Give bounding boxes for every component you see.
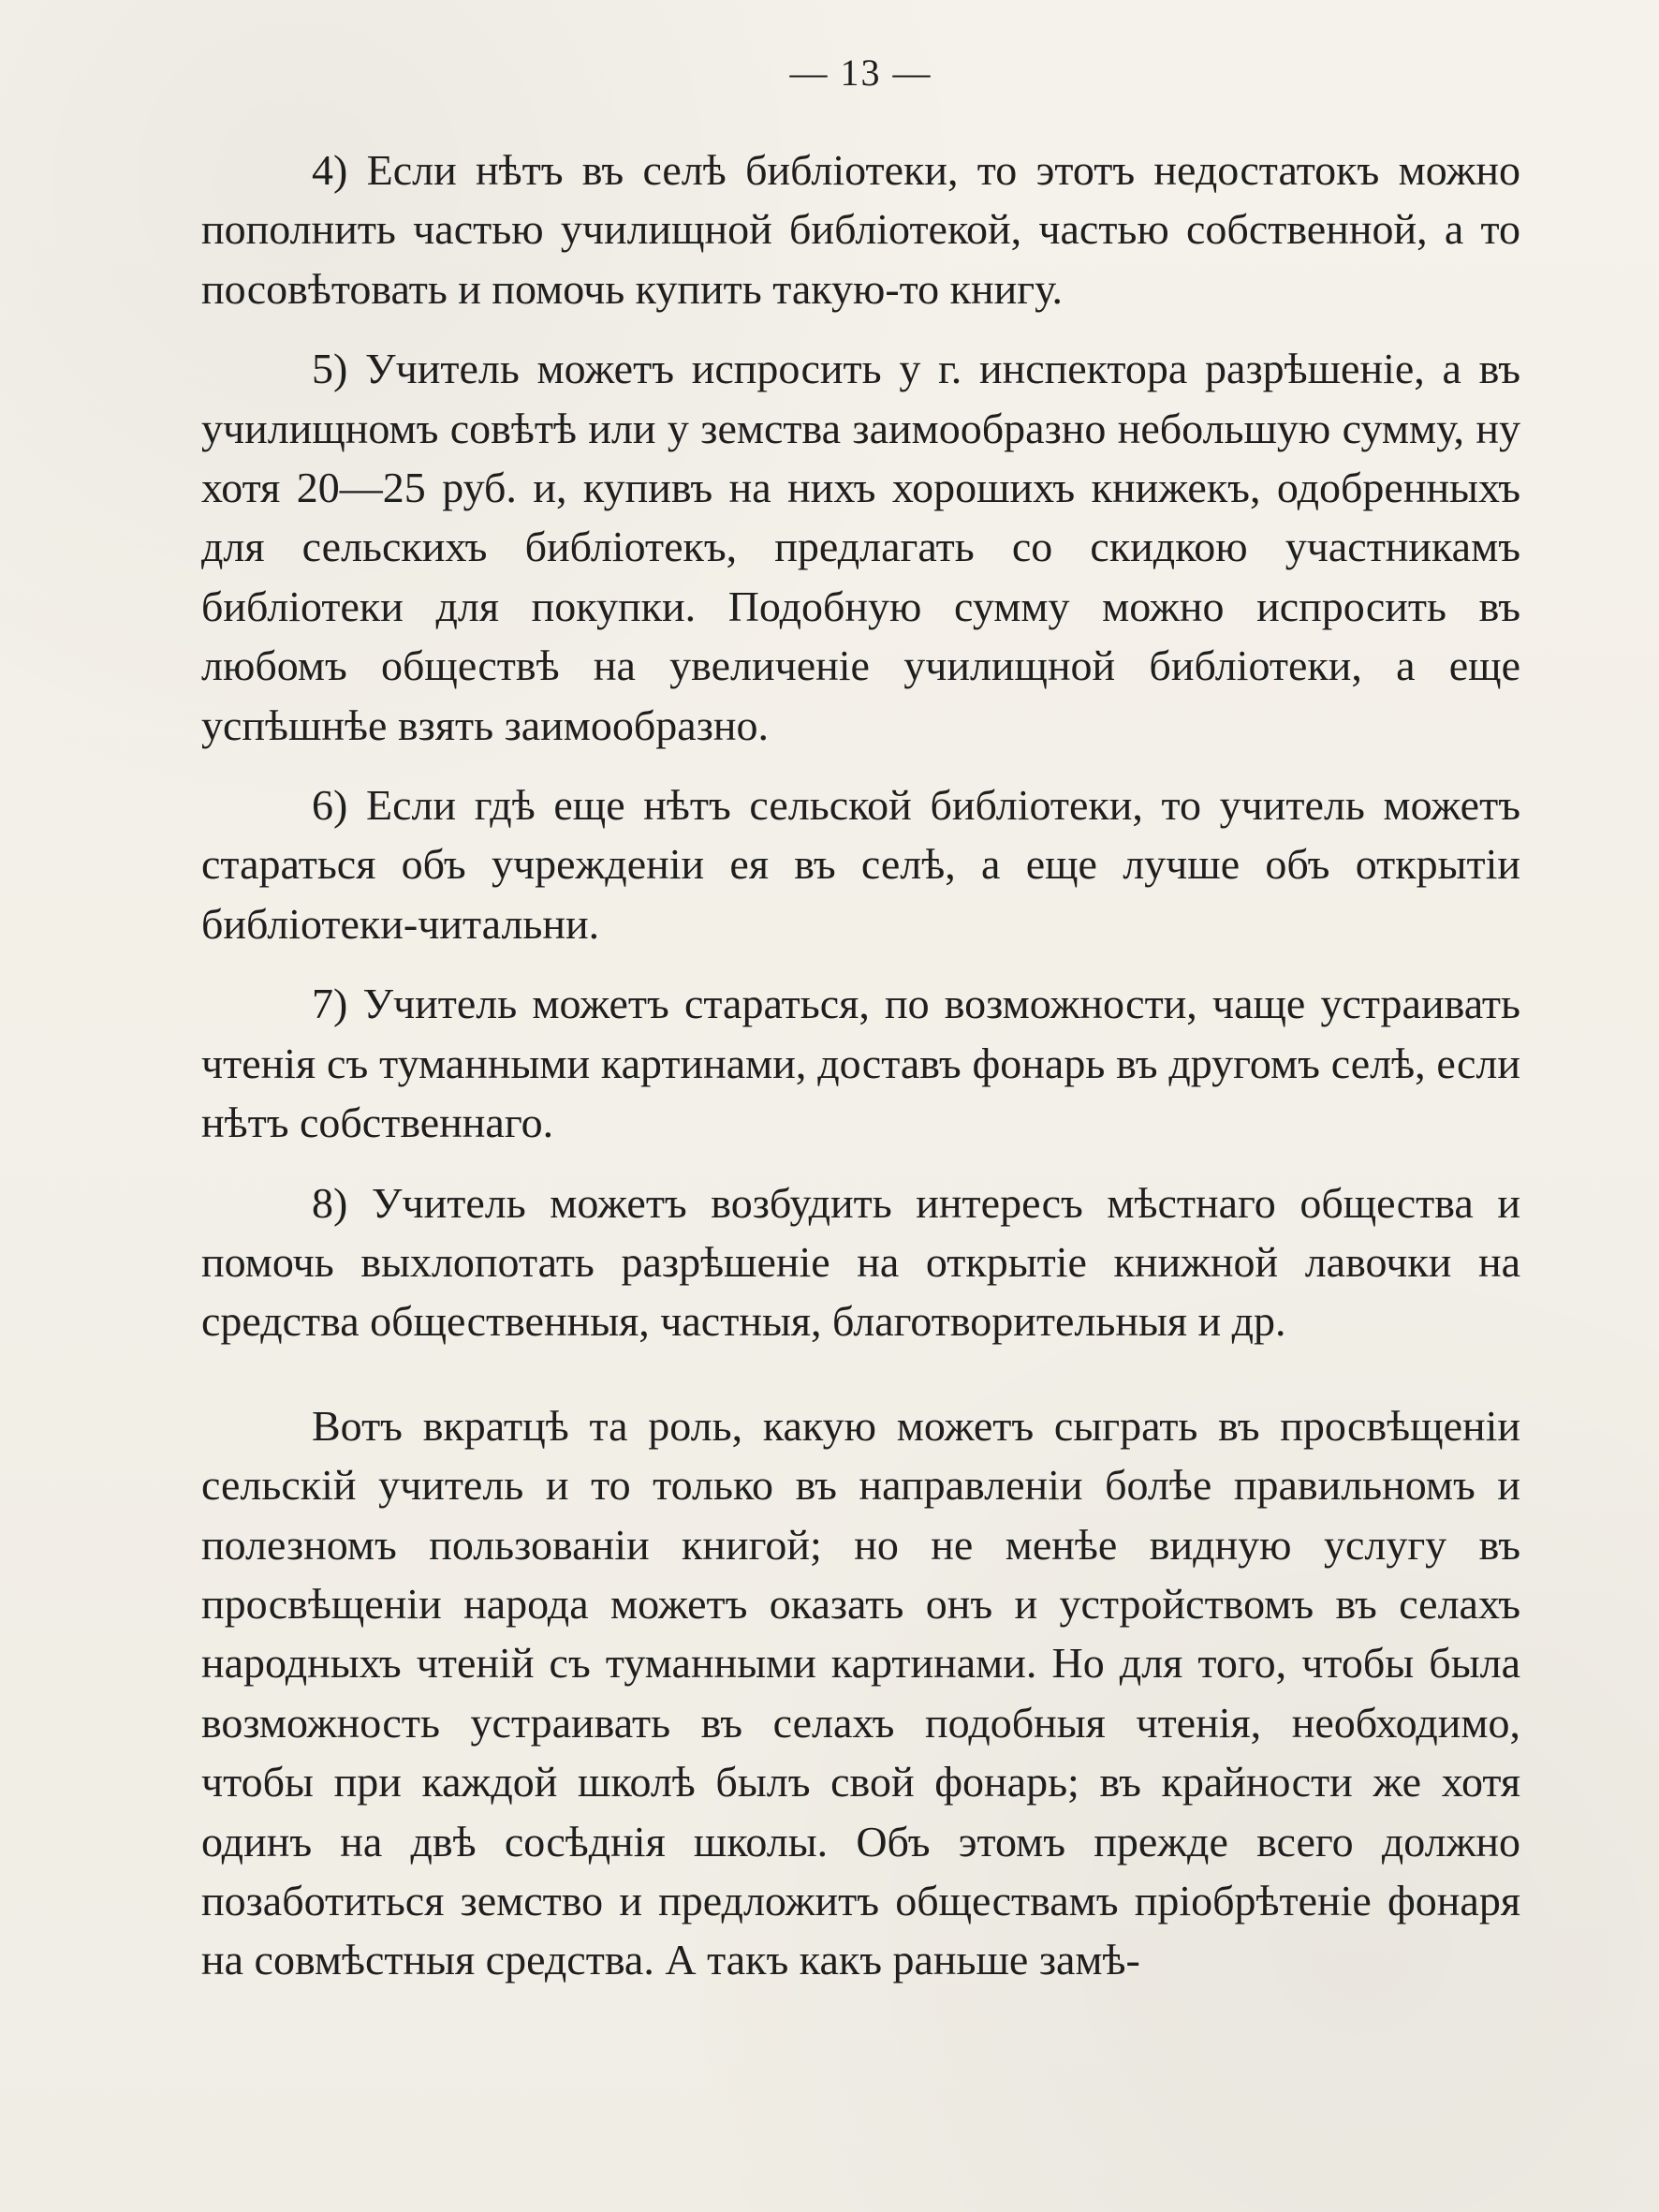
paragraph-item-4: 4) Если нѣтъ въ селѣ библіотеки, то этотъ недостатокъ можно пополнить частью училищной библіотекой, частью собственной, а то посовѣтовать и помочь купить такую-то книгу. (201, 146, 1520, 313)
paragraph-item-5: 5) Учитель можетъ испросить у г. инспектора разрѣшеніе, а въ училищномъ совѣтѣ или у земства заимообразно небольшую сумму, ну хотя 20—25 руб. и, купивъ на нихъ хорошихъ книжекъ, одобренныхъ для сельскихъ библіотекъ, предлагать со скидкою участникамъ библіотеки для покупки. Подобную сумму можно испросить въ любомъ обществѣ на увеличеніе училищной библіотеки, а еще успѣшнѣе взять заимообразно. (201, 345, 1520, 749)
paragraph-item-8: 8) Учитель можетъ возбудить интересъ мѣстнаго общества и помочь выхлопотать разрѣшеніе на открытіе книжной лавочки на средства общественныя, частныя, благотворительныя и др. (201, 1178, 1520, 1346)
paragraph-summary: Вотъ вкратцѣ та роль, какую можетъ сыграть въ просвѣщеніи сельскій учитель и то только въ направленіи болѣе правильномъ и полезномъ пользованіи книгой; но не менѣе видную услугу въ просвѣщеніи народа можетъ оказать онъ и устройствомъ въ селахъ народныхъ чтеній съ туманными картинами. Но для того, чтобы была возможность устраивать въ селахъ подобныя чтенія, необходимо, чтобы при каждой школѣ былъ свой фонарь; въ крайности же хотя одинъ на двѣ сосѣднія школы. Объ этомъ прежде всего должно позаботиться земство и предложитъ обществамъ пріобрѣтеніе фонаря на совмѣстныя средства. А такъ какъ раньше замѣ- (201, 1401, 1520, 1984)
paragraph-item-6: 6) Если гдѣ еще нѣтъ сельской библіотеки, то учитель можетъ стараться объ учрежденіи ея въ селѣ, а еще лучше объ открытіи библіотеки-читальни. (201, 781, 1520, 948)
paragraph-item-7: 7) Учитель можетъ стараться, по возможности, чаще устраивать чтенія съ туманными картинами, доставъ фонарь въ другомъ селѣ, если нѣтъ собственнаго. (201, 980, 1520, 1147)
page-number: — 13 — (789, 52, 932, 94)
